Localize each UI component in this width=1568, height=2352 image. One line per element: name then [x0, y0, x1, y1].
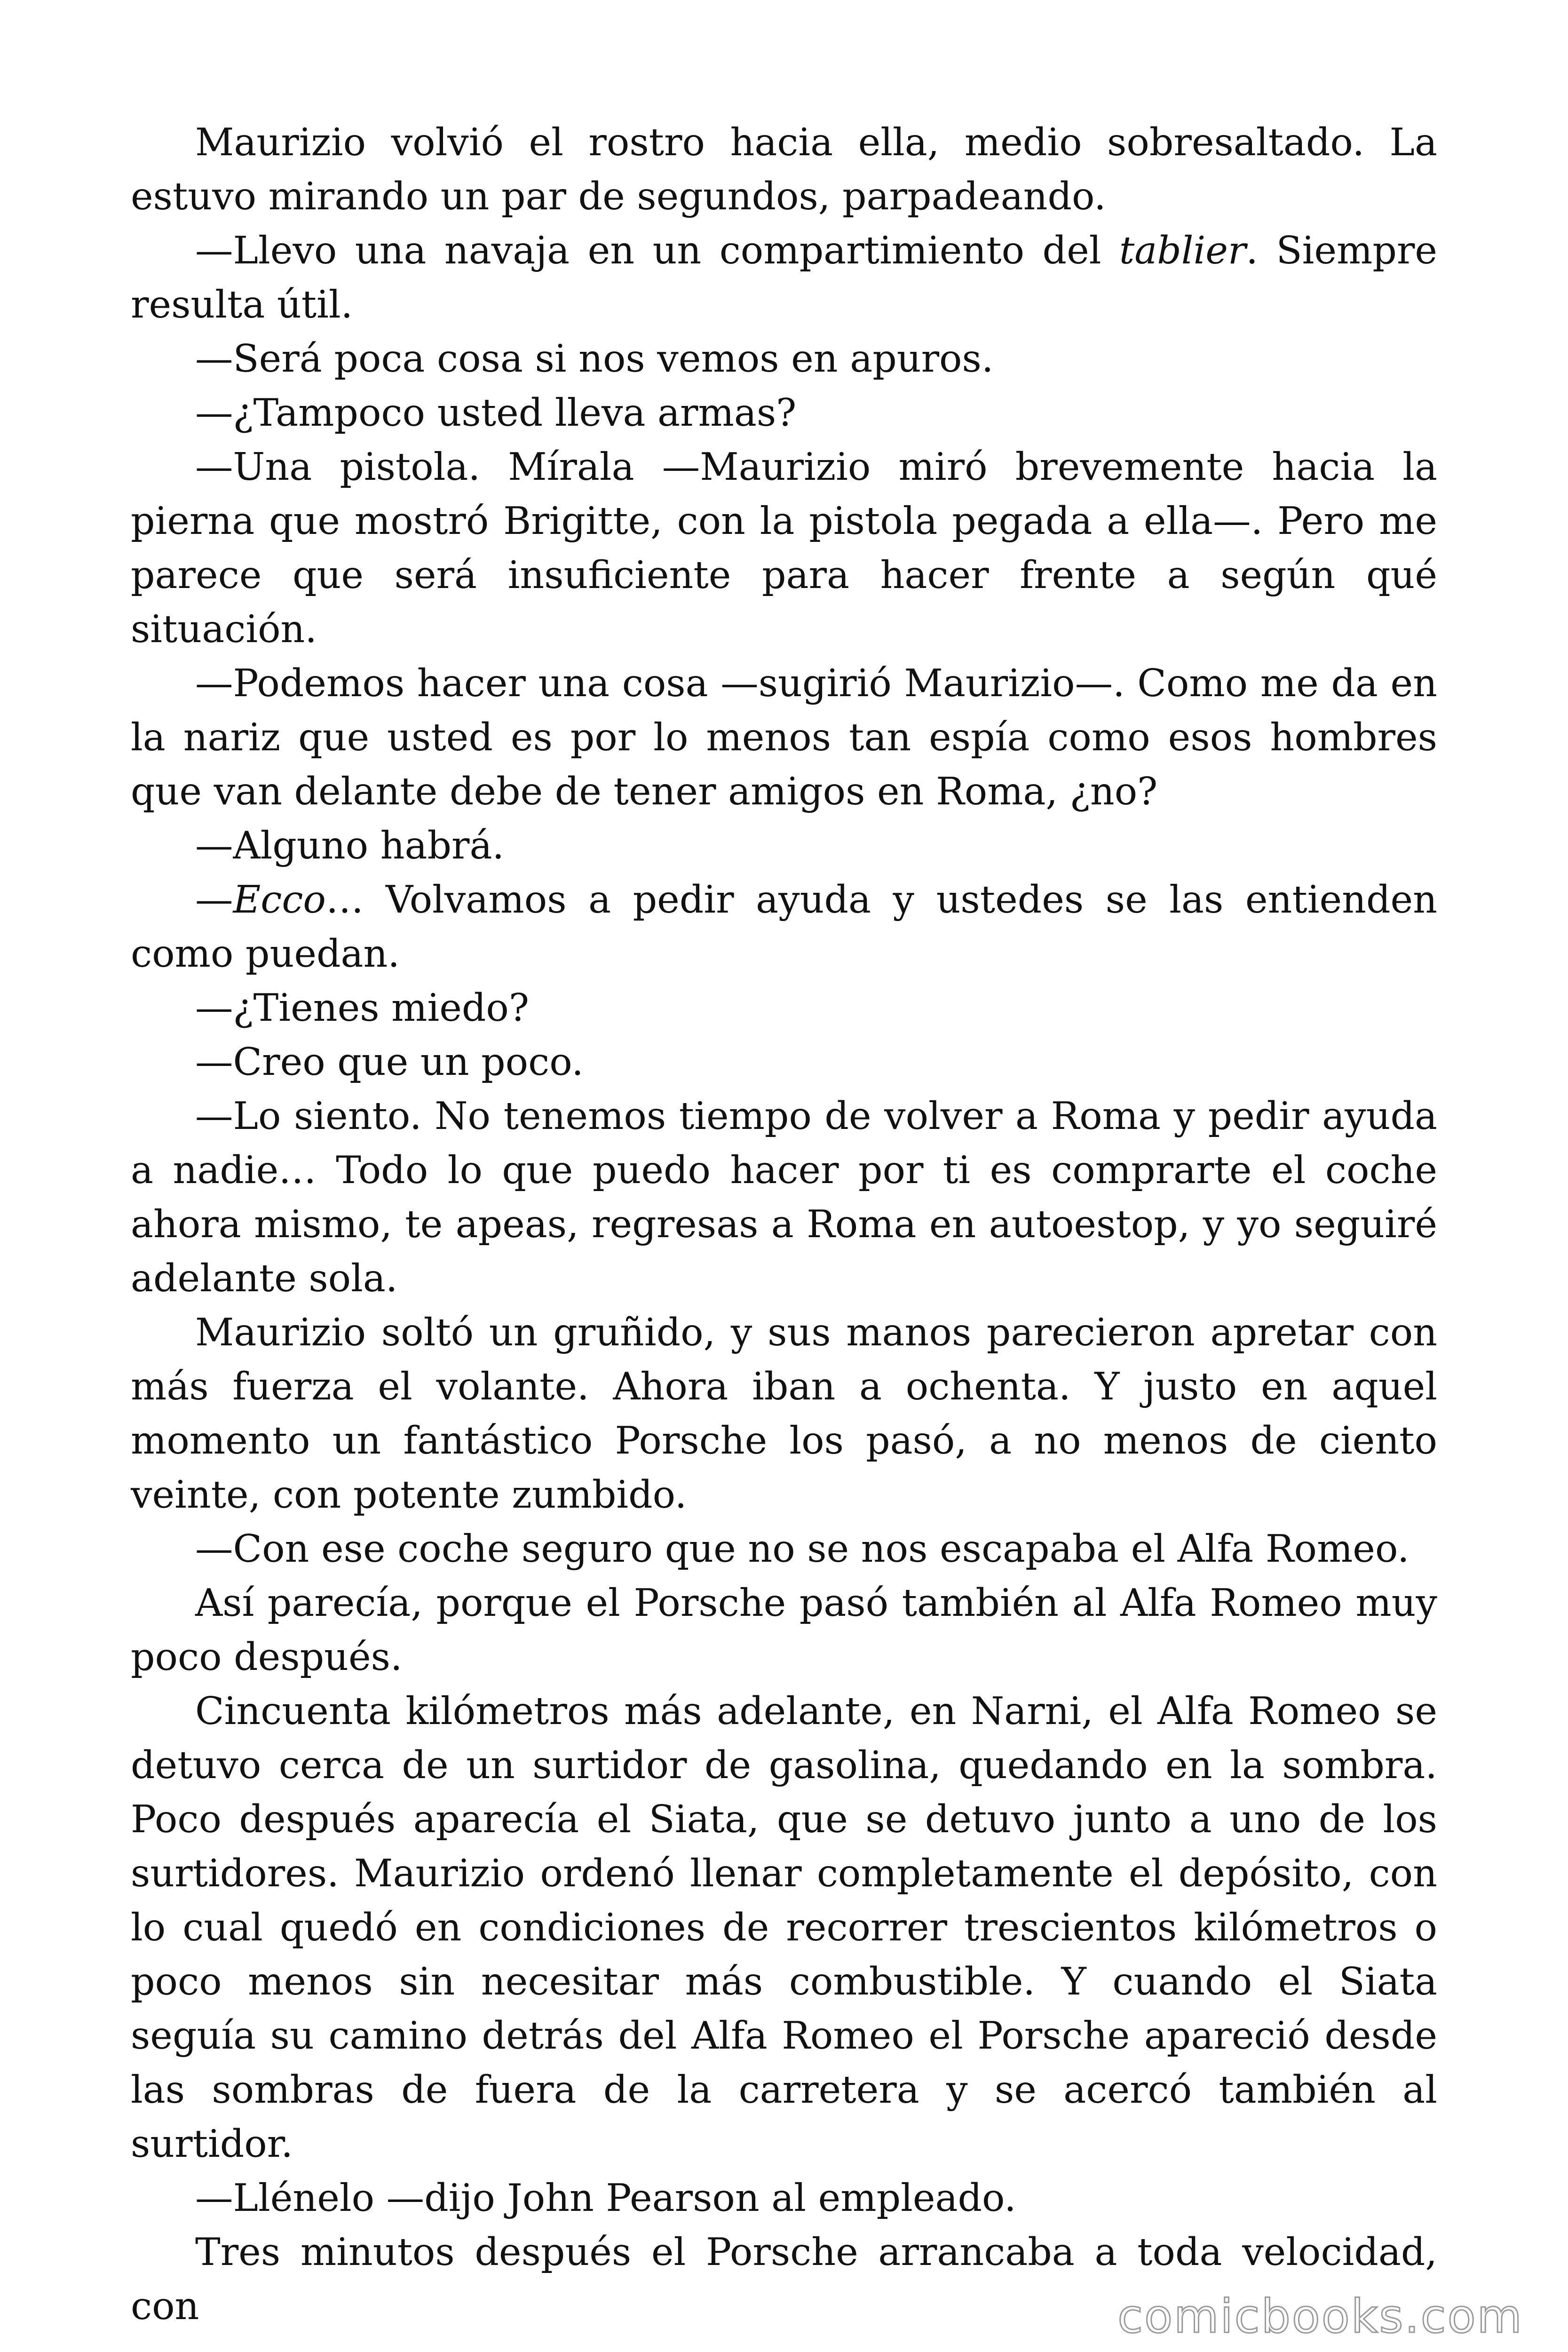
paragraph-15: Cincuenta kilómetros más adelante, en Narni, el Alfa Romeo se detuvo cerca de un surtidor de gasolina, quedando en la sombra. Poco después aparecía el Siata, que se detuvo junto a uno de los surtidores. Maurizio ordenó llenar completamente el depósito, con lo cual quedó en condiciones de recorrer trescientos kilómetros o poco menos sin necesitar más combustible. Y cuando el Siata seguía su camino detrás del Alfa Romeo el Porsche apareció desde las sombras de fuera de la carretera y se acercó también al surtidor.	[131, 1689, 1437, 2166]
paragraph-2-start: —Llevo una navaja en un compartimiento del	[195, 228, 1119, 272]
watermark: comicbooks.com	[1117, 2290, 1523, 2344]
italic-word-tablier: tablier	[1119, 228, 1246, 272]
italic-word-ecco: Ecco	[233, 877, 326, 922]
paragraph-7: —Alguno habrá.	[195, 823, 505, 867]
paragraph-4: —¿Tampoco usted lleva armas?	[195, 390, 797, 435]
paragraph-17: Tres minutos después el Porsche arrancaba a toda velocidad, con	[131, 2230, 1437, 2328]
paragraph-10: —Creo que un poco.	[195, 1040, 584, 1084]
page-body	[131, 115, 1437, 2333]
paragraph-12: Maurizio soltó un gruñido, y sus manos parecieron apretar con más fuerza el volante. Ahora iban a ochenta. Y justo en aquel momento un fantástico Porsche los pasó, a no menos de ciento veinte, con potente zumbido.	[131, 1310, 1437, 1517]
paragraph-13: —Con ese coche seguro que no se nos escapaba el Alfa Romeo.	[195, 1526, 1410, 1571]
paragraph-2	[131, 223, 1437, 332]
paragraph-16: —Llénelo —dijo John Pearson al empleado.	[195, 2176, 1016, 2220]
paragraph-11: —Lo siento. No tenemos tiempo de volver a Roma y pedir ayuda a nadie… Todo lo que puedo hacer por ti es comprarte el coche ahora mismo, te apeas, regresas a Roma en autoestop, y yo seguiré adelante sola.	[131, 1094, 1437, 1300]
paragraph-1: Maurizio volvió el rostro hacia ella, medio sobresaltado. La estuvo mirando un par de segundos, parpadeando.	[131, 120, 1437, 218]
paragraph-8-end: … Volvamos a pedir ayuda y ustedes se las entienden como puedan.	[131, 877, 1437, 976]
paragraph-2-end: . Siempre resulta útil.	[131, 228, 1437, 326]
paragraph-8-start: —	[195, 877, 233, 922]
paragraph-6: —Podemos hacer una cosa —sugirió Maurizio—. Como me da en la nariz que usted es por lo menos tan espía como esos hombres que van delante debe de tener amigos en Roma, ¿no?	[131, 661, 1437, 813]
paragraph-14: Así parecía, porque el Porsche pasó también al Alfa Romeo muy poco después.	[131, 1581, 1437, 1679]
paragraph-8	[131, 873, 1437, 981]
paragraph-5: —Una pistola. Mírala —Maurizio miró brevemente hacia la pierna que mostró Brigitte, con la pistola pegada a ella—. Pero me parece que será insuficiente para hacer frente a según qué situación.	[131, 445, 1437, 651]
paragraph-9: —¿Tienes miedo?	[195, 985, 529, 1030]
paragraph-3: —Será poca cosa si nos vemos en apuros.	[195, 336, 994, 381]
